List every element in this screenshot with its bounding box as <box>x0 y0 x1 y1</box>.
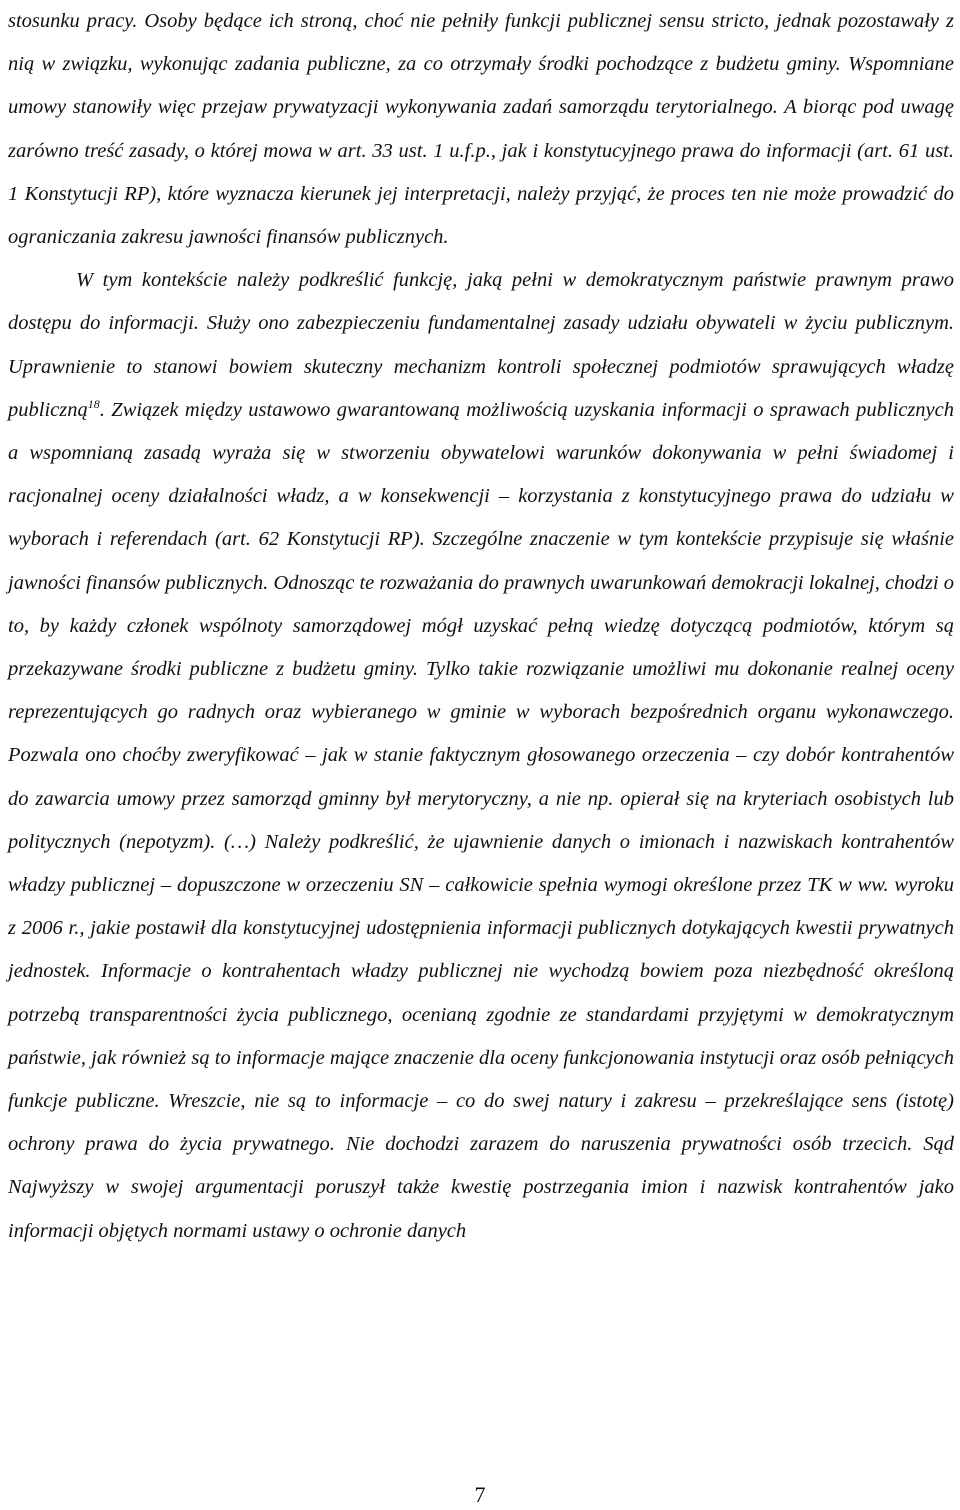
paragraph-1-text: stosunku pracy. Osoby będące ich stroną, choć nie pełniły funkcji publicznej sensu stricto, jednak pozostawały z nią w związku, wykonując zadania publiczne, za co otrzymały środki pochodzące z budżetu gminy. Wspomniane umowy stanowiły więc przejaw prywatyzacji wykonywania zadań samorządu terytorialnego. A biorąc pod uwagę zarówno treść zasady, o której mowa w art. 33 ust. 1 u.f.p., jak i konstytucyjnego prawa do informacji (art. 61 ust. 1 Konstytucji RP), które wyznacza kierunek jej interpretacji, należy przyjąć, że proces ten nie może prowadzić do ograniczania zakresu jawności finansów publicznych. <box>8 10 954 249</box>
footnote-reference[interactable]: 18 <box>87 397 100 411</box>
paragraph-2-text-end: . Związek między ustawowo gwarantowaną możliwością uzyskania informacji o sprawach publicznych a wspomnianą zasadą wyraża się w stworzeniu obywatelowi warunków dokonywania w pełni świadomej i racjonalnej oceny działalności władz, a w konsekwencji – korzystania z konstytucyjnego prawa do udziału w wyborach i referendach (art. 62 Konstytucji RP). Szczególne znaczenie w tym kontekście przypisuje się właśnie jawności finansów publicznych. Odnosząc te rozważania do prawnych uwarunkowań demokracji lokalnej, chodzi o to, by każdy członek wspólnoty samorządowej mógł uzyskać pełną wiedzę dotyczącą podmiotów, którym są przekazywane środki publiczne z budżetu gminy. Tylko takie rozwiązanie umożliwi mu dokonanie realnej oceny reprezentujących go radnych oraz wybieranego w gminie w wyborach bezpośrednich organu wykonawczego. Pozwala ono choćby zweryfikować – jak w stanie faktycznym głosowanego orzeczenia – czy dobór kontrahentów do zawarcia umowy przez samorząd gminny był merytoryczny, a nie np. opierał się na kryteriach osobistych lub politycznych (nepotyzm). (…) Należy podkreślić, że ujawnienie danych o imionach i nazwiskach kontrahentów władzy publicznej – dopuszczone w orzeczeniu SN – całkowicie spełnia wymogi określone przez TK w ww. wyroku z 2006 r., jakie postawił dla konstytucyjnej udostępnienia informacji publicznych dotykających kwestii prywatnych jednostek. Informacje o kontrahentach władzy publicznej nie wychodzą bowiem poza niezbędność określoną potrzebą transparentności życia publicznego, ocenianą zgodnie ze standardami przyjętymi w demokratycznym państwie, jak również są to informacje mające znaczenie dla oceny funkcjonowania instytucji oraz osób pełniących funkcje publiczne. Wreszcie, nie są to informacje – co do swej natury i zakresu – przekreślające sens (istotę) ochrony prawa do życia prywatnego. Nie dochodzi zarazem do naruszenia prywatności osób trzecich. Sąd Najwyższy w swojej argumentacji poruszył także kwestię postrzegania imion i nazwisk kontrahentów jako informacji objętych normami ustawy o ochronie danych <box>8 398 954 1242</box>
document-page <box>8 0 954 1253</box>
paragraph-2 <box>8 259 954 1253</box>
page-number: 7 <box>474 1482 486 1507</box>
paragraph-2-text-start: W tym kontekście należy podkreślić funkcję, jaką pełni w demokratycznym państwie prawnym prawo dostępu do informacji. Służy ono zabezpieczeniu fundamentalnej zasady udziału obywateli w życiu publicznym. Uprawnienie to stanowi bowiem skuteczny mechanizm kontroli społecznej podmiotów sprawujących władzę publiczną <box>8 269 954 421</box>
paragraph-1 <box>8 0 954 259</box>
